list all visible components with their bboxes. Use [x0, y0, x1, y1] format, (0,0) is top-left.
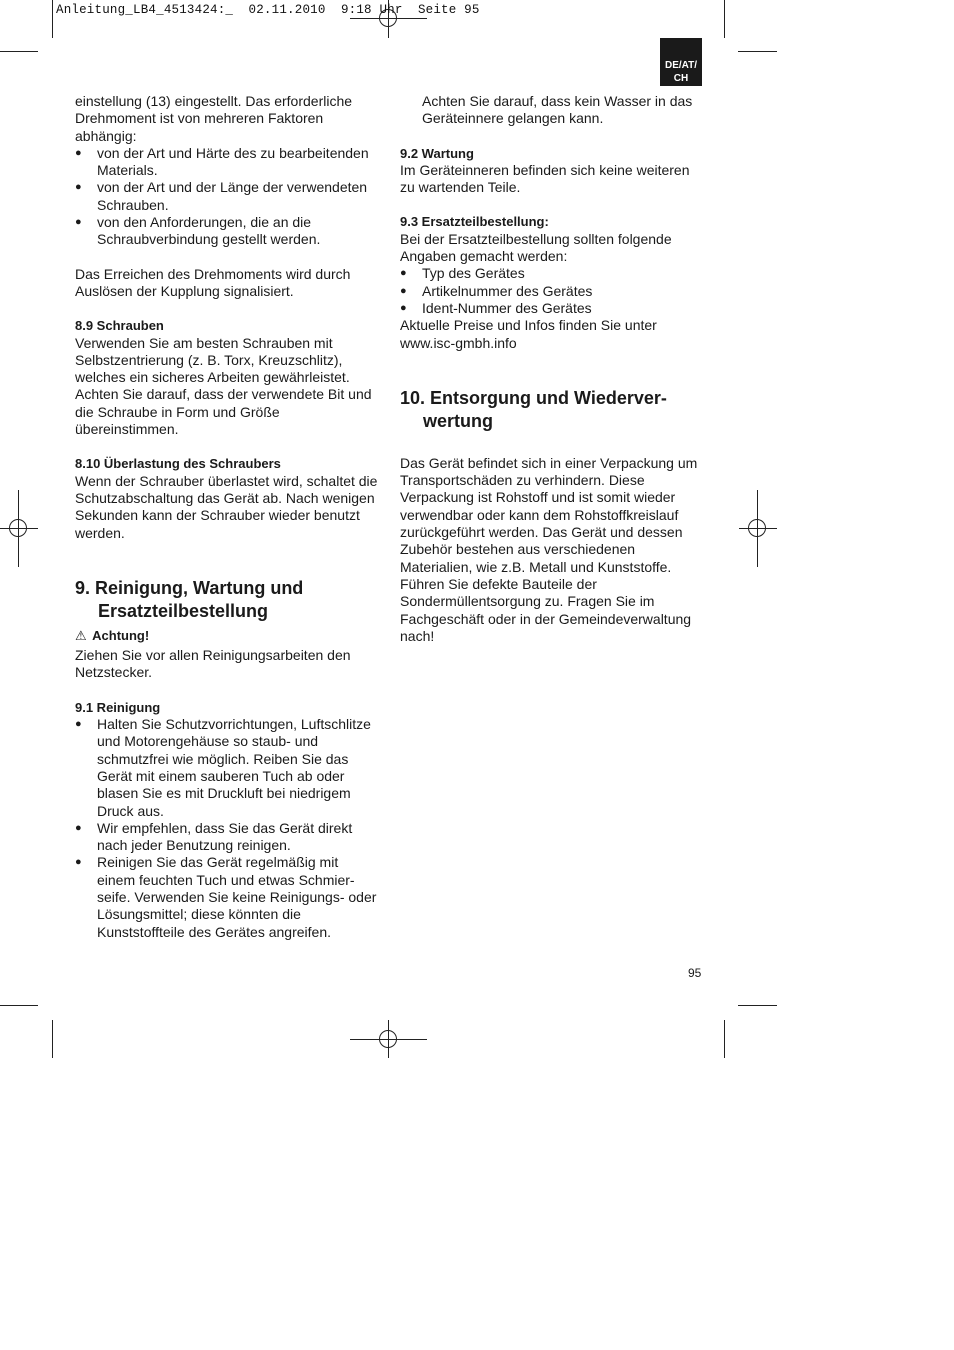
language-tab-line1: DE/AT/	[664, 60, 698, 71]
warning-line	[75, 627, 380, 644]
section-8-9-text: Verwenden Sie am besten Schrauben mit Selbstzentrierung (z. B. Torx, Kreuzschlitz), welches ein sicheres Arbeiten gewährleistet. Achten Sie darauf, dass der verwendete Bit und die Schraube in Form und Größe übereinstimmen.	[75, 334, 372, 438]
section-9-3-heading: 9.3 Ersatzteilbestellung:	[400, 214, 549, 230]
list-item: ● von den Anforderungen, die an die Schraubverbindung gestellt werden.	[75, 214, 380, 249]
page-number: 95	[688, 966, 702, 980]
section-9-2-text: Im Geräteinneren befinden sich keine weiteren zu wartenden Teile.	[400, 161, 690, 196]
list-item: ● von der Art und Härte des zu bearbeitenden Materials.	[75, 145, 380, 180]
language-tab	[660, 38, 702, 86]
right-column	[400, 93, 705, 645]
list-item: ● Typ des Gerätes	[400, 265, 705, 282]
coupling-paragraph: Das Erreichen des Drehmoments wird durch Auslösen der Kupplung signalisiert.	[75, 265, 351, 299]
parts-list	[400, 265, 705, 317]
cleaning-list	[75, 716, 380, 941]
list-item: ● Reinigen Sie das Gerät regelmäßig mit einem feuchten Tuch und etwas Schmierseife. Verwenden Sie keine Reinigungs- oder Lösungsmittel; diese könnten die Kunststoffteile des Gerätes angreifen.	[75, 854, 380, 940]
list-item: ● von der Art und der Länge der verwendeten Schrauben.	[75, 179, 380, 214]
list-item: ● Wir empfehlen, dass Sie das Gerät direkt nach jeder Benutzung reinigen.	[75, 820, 380, 855]
warning-text: Ziehen Sie vor allen Reinigungsarbeiten den Netzstecker.	[75, 647, 351, 681]
section-9-2-heading: 9.2 Wartung	[400, 145, 474, 161]
list-item-continuation: Achten Sie darauf, dass kein Wasser in das Geräteinnere gelangen kann.	[422, 93, 693, 127]
section-10-heading: 10. Entsorgung und Wiederverwertung	[400, 387, 667, 431]
section-8-10-heading: 8.10 Überlastung des Schraubers	[75, 456, 281, 472]
section-8-9-heading: 8.9 Schrauben	[75, 318, 164, 334]
water-note-list	[400, 93, 705, 128]
print-slug-header: Anleitung_LB4_4513424:_ 02.11.2010 9:18 Uhr Seite 95	[56, 3, 480, 17]
warning-triangle-icon: ⚠	[75, 627, 87, 643]
section-8-10-text: Wenn der Schrauber überlastet wird, schaltet die Schutzabschaltung das Gerät ab. Nach wenigen Sekunden kann der Schrauber wieder benutzt werden.	[75, 472, 378, 541]
section-9-1-heading: 9.1 Reinigung	[75, 699, 161, 715]
torque-intro: einstellung (13) eingestellt. Das erforderliche Drehmoment ist von mehreren Faktoren abhängig:	[75, 93, 353, 144]
warning-label: Achtung!	[92, 627, 150, 643]
section-9-heading: 9. Reinigung, Wartung und Ersatzteilbestellung	[75, 577, 304, 621]
left-column	[75, 93, 380, 941]
list-item: ● Halten Sie Schutzvorrichtungen, Luftschlitze und Motorengehäuse so staub- und schmutzfrei wie möglich. Reiben Sie das Gerät mit einem sauberen Tuch ab oder blasen Sie es mit Druckluft bei niedrigem Druck aus.	[75, 716, 380, 820]
section-10-text: Das Gerät befindet sich in einer Verpackung um Transportschäden zu verhindern. Diese Verpackung ist Rohstoff und ist somit wieder verwendbar oder kann dem Rohstoffkreislauf zurückgeführt werden. Das Gerät und dessen Zubehör bestehen aus verschiedenen Materialien, wie z.B. Metall und Kunststoffe. Führen Sie defekte Bauteile der Sondermüllentsorgung zu. Fragen Sie im Fachgeschäft oder in der Gemeindeverwaltung nach!	[400, 454, 698, 644]
list-item: ● Ident-Nummer des Gerätes	[400, 300, 705, 317]
list-item: ● Artikelnummer des Gerätes	[400, 283, 705, 300]
section-9-3-outro: Aktuelle Preise und Infos finden Sie unter www.isc-gmbh.info	[400, 317, 657, 351]
section-9-3-intro: Bei der Ersatzteilbestellung sollten folgende Angaben gemacht werden:	[400, 230, 672, 265]
torque-factor-list	[75, 145, 380, 249]
language-tab-line2: CH	[673, 73, 689, 84]
